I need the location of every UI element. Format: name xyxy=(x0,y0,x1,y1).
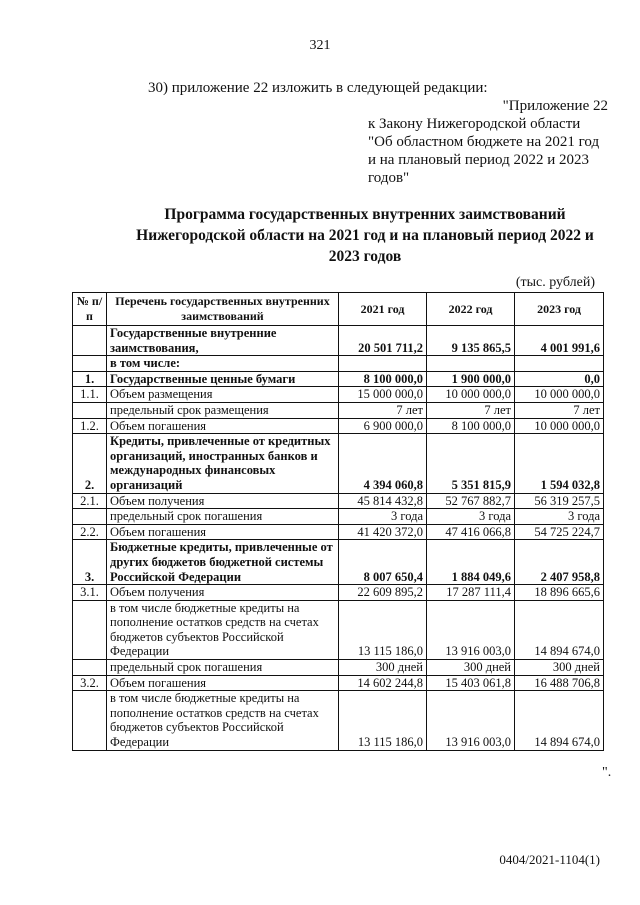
table-row xyxy=(73,371,604,387)
value-2023: 10 000 000,0 xyxy=(515,418,604,434)
row-name: предельный срок погашения xyxy=(107,509,339,525)
table-row xyxy=(73,509,604,525)
appendix-line: "Об областном бюджете на 2021 год xyxy=(368,134,600,150)
table-row xyxy=(73,675,604,691)
value-2021: 15 000 000,0 xyxy=(339,387,427,403)
row-number xyxy=(73,600,107,659)
value-2022 xyxy=(427,356,515,372)
title-line: 2023 годов xyxy=(328,248,402,265)
value-2021: 6 900 000,0 xyxy=(339,418,427,434)
table-row xyxy=(73,540,604,585)
value-2022: 13 916 003,0 xyxy=(427,691,515,750)
row-number xyxy=(73,402,107,418)
footer-document-code: 0404/2021-1104(1) xyxy=(499,852,600,867)
row-number xyxy=(73,326,107,356)
value-2023: 10 000 000,0 xyxy=(515,387,604,403)
table-row xyxy=(73,585,604,601)
row-number xyxy=(73,509,107,525)
header-2023: 2023 год xyxy=(515,293,604,326)
value-2023: 54 725 224,7 xyxy=(515,524,604,540)
value-2022: 1 900 000,0 xyxy=(427,371,515,387)
value-2021: 22 609 895,2 xyxy=(339,585,427,601)
amendment-instruction: 30) приложение 22 изложить в следующей редакции: xyxy=(148,80,488,96)
row-number: 2. xyxy=(73,434,107,493)
value-2022: 300 дней xyxy=(427,660,515,676)
row-name: Бюджетные кредиты, привлеченные от других бюджетов бюджетной системы Российской Федерации xyxy=(107,540,339,585)
row-name: Объем погашения xyxy=(107,675,339,691)
row-name: предельный срок размещения xyxy=(107,402,339,418)
value-2021: 8 100 000,0 xyxy=(339,371,427,387)
row-name: Государственные ценные бумаги xyxy=(107,371,339,387)
row-name: в том числе бюджетные кредиты на пополнение остатков средств на счетах бюджетов субъектов Российской Федерации xyxy=(107,691,339,750)
value-2023: 2 407 958,8 xyxy=(515,540,604,585)
row-name: Объем погашения xyxy=(107,418,339,434)
header-name: Перечень государственных внутренних заимствований xyxy=(107,293,339,326)
value-2023: 0,0 xyxy=(515,371,604,387)
value-2021: 4 394 060,8 xyxy=(339,434,427,493)
table-row xyxy=(73,418,604,434)
appendix-line: и на плановый период 2022 и 2023 xyxy=(368,152,590,168)
value-2022: 5 351 815,9 xyxy=(427,434,515,493)
value-2021: 14 602 244,8 xyxy=(339,675,427,691)
table-row xyxy=(73,493,604,509)
value-2022: 47 416 066,8 xyxy=(427,524,515,540)
value-2021: 3 года xyxy=(339,509,427,525)
title-line: Программа государственных внутренних заимствований xyxy=(164,206,566,223)
value-2023: 16 488 706,8 xyxy=(515,675,604,691)
appendix-title: "Приложение 22 xyxy=(502,98,608,114)
row-number xyxy=(73,356,107,372)
row-name: предельный срок погашения xyxy=(107,660,339,676)
row-number: 2.1. xyxy=(73,493,107,509)
table-row xyxy=(73,402,604,418)
value-2021: 45 814 432,8 xyxy=(339,493,427,509)
value-2023: 56 319 257,5 xyxy=(515,493,604,509)
table-row xyxy=(73,600,604,659)
value-2022: 13 916 003,0 xyxy=(427,600,515,659)
header-2021: 2021 год xyxy=(339,293,427,326)
value-2021: 8 007 650,4 xyxy=(339,540,427,585)
value-2023: 14 894 674,0 xyxy=(515,600,604,659)
value-2023: 18 896 665,6 xyxy=(515,585,604,601)
borrowing-program-table xyxy=(72,292,604,751)
table-row xyxy=(73,326,604,356)
value-2021: 7 лет xyxy=(339,402,427,418)
row-number: 1. xyxy=(73,371,107,387)
value-2023: 1 594 032,8 xyxy=(515,434,604,493)
value-2022: 10 000 000,0 xyxy=(427,387,515,403)
header-number: № п/п xyxy=(73,293,107,326)
value-2023: 4 001 991,6 xyxy=(515,326,604,356)
title-line: Нижегородской области на 2021 год и на плановый период 2022 и xyxy=(136,227,594,244)
value-2022: 7 лет xyxy=(427,402,515,418)
row-number: 1.2. xyxy=(73,418,107,434)
document-title xyxy=(115,204,615,267)
row-name: Объем размещения xyxy=(107,387,339,403)
table-row xyxy=(73,660,604,676)
header-2022: 2022 год xyxy=(427,293,515,326)
value-2022: 9 135 865,5 xyxy=(427,326,515,356)
closing-quote: ". xyxy=(602,765,612,780)
value-2023 xyxy=(515,356,604,372)
appendix-line: к Закону Нижегородской области xyxy=(368,116,581,132)
value-2022: 8 100 000,0 xyxy=(427,418,515,434)
value-2021: 13 115 186,0 xyxy=(339,600,427,659)
value-2021: 13 115 186,0 xyxy=(339,691,427,750)
value-2022: 1 884 049,6 xyxy=(427,540,515,585)
row-number xyxy=(73,691,107,750)
value-2021: 20 501 711,2 xyxy=(339,326,427,356)
table-row xyxy=(73,691,604,750)
appendix-line: годов" xyxy=(368,170,410,186)
row-number: 1.1. xyxy=(73,387,107,403)
row-name: Кредиты, привлеченные от кредитных организаций, иностранных банков и международных финансовых организаций xyxy=(107,434,339,493)
value-2023: 7 лет xyxy=(515,402,604,418)
value-2022: 15 403 061,8 xyxy=(427,675,515,691)
row-name: Объем получения xyxy=(107,585,339,601)
value-2022: 52 767 882,7 xyxy=(427,493,515,509)
units-label: (тыс. рублей) xyxy=(515,275,595,290)
row-number: 2.2. xyxy=(73,524,107,540)
value-2021: 300 дней xyxy=(339,660,427,676)
row-name: в том числе: xyxy=(107,356,339,372)
table-row xyxy=(73,387,604,403)
row-number: 3.2. xyxy=(73,675,107,691)
row-number xyxy=(73,660,107,676)
value-2023: 3 года xyxy=(515,509,604,525)
row-name: Объем получения xyxy=(107,493,339,509)
table-row xyxy=(73,434,604,493)
table-body xyxy=(73,326,604,751)
value-2022: 3 года xyxy=(427,509,515,525)
value-2023: 300 дней xyxy=(515,660,604,676)
appendix-reference xyxy=(368,97,608,187)
table-row xyxy=(73,356,604,372)
value-2022: 17 287 111,4 xyxy=(427,585,515,601)
page-number: 321 xyxy=(309,38,331,53)
row-name: Объем погашения xyxy=(107,524,339,540)
value-2021 xyxy=(339,356,427,372)
table-header-row xyxy=(73,293,604,326)
value-2023: 14 894 674,0 xyxy=(515,691,604,750)
row-name: в том числе бюджетные кредиты на пополнение остатков средств на счетах бюджетов субъектов Российской Федерации xyxy=(107,600,339,659)
table-row xyxy=(73,524,604,540)
row-number: 3. xyxy=(73,540,107,585)
row-number: 3.1. xyxy=(73,585,107,601)
value-2021: 41 420 372,0 xyxy=(339,524,427,540)
row-name: Государственные внутренние заимствования, xyxy=(107,326,339,356)
